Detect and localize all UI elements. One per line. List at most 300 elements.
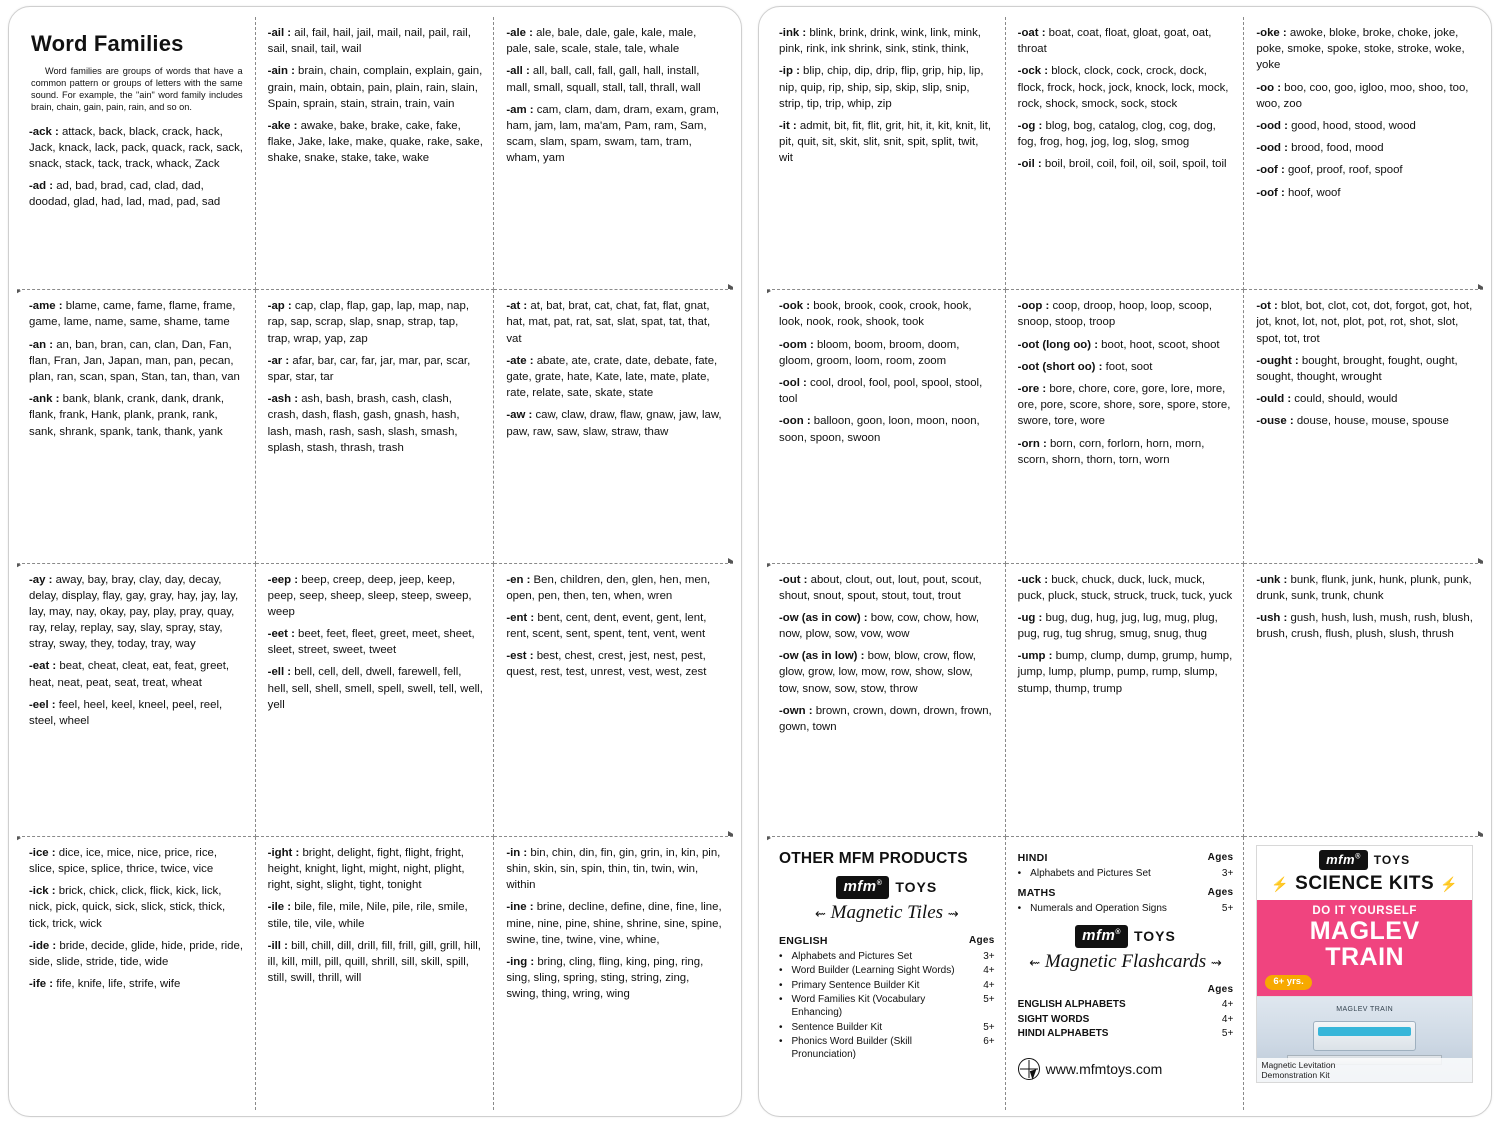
family-entry — [29, 572, 245, 653]
family-entry — [1018, 436, 1234, 468]
cell-en-ent-est — [494, 564, 733, 837]
family-entry — [1256, 25, 1473, 74]
page-title: Word Families — [31, 31, 184, 56]
globe-icon — [1018, 1058, 1040, 1080]
family-words: book, brook, cook, crook, hook, look, nook, rook, shook, took — [779, 300, 972, 329]
family-words: ad, bad, brad, cad, clad, dad, doodad, glad, had, lad, mad, pad, sad — [29, 180, 221, 209]
family-entry — [268, 391, 484, 456]
family-key: -ip : — [779, 65, 800, 78]
photo-caption — [1257, 1058, 1472, 1083]
family-entry — [1256, 391, 1473, 407]
family-entry — [29, 938, 245, 970]
list-item — [779, 979, 995, 992]
cell-ice-ick-ide-ife — [17, 837, 256, 1110]
family-entry — [268, 353, 484, 385]
family-words: afar, bar, car, far, jar, mar, par, scar, spar, star, tar — [267, 354, 471, 383]
family-words: ash, bash, brash, cash, clash, crash, dash, flash, gash, gnash, hash, lash, mash, rash, sash, slash, smash, splash, stash, thrash, trash — [267, 393, 460, 454]
family-words: could, should, would — [1294, 393, 1398, 406]
family-key: -ought : — [1256, 354, 1299, 367]
product-line-2: TRAIN — [1325, 942, 1405, 971]
family-entry — [268, 899, 484, 931]
family-entry — [29, 845, 245, 877]
cell-in-ine-ing — [494, 837, 733, 1110]
maths-section-header — [1018, 886, 1234, 900]
family-key: -ice : — [29, 846, 56, 859]
family-entry — [506, 648, 723, 680]
family-words: born, corn, forlorn, horn, morn, scorn, shorn, thorn, torn, worn — [1017, 437, 1205, 466]
fold-arrow-icon — [17, 564, 21, 569]
family-key: -ame : — [29, 300, 63, 313]
family-entry — [506, 954, 723, 1003]
family-key: -oot (long oo) : — [1017, 338, 1098, 351]
family-key: -ick : — [29, 885, 56, 898]
cell-ot-ought-ould-ouse — [1244, 290, 1483, 563]
family-entry — [1018, 572, 1234, 604]
family-key: -own : — [779, 704, 813, 717]
maglev-product-photo — [1257, 996, 1472, 1082]
registered-mark: ® — [1355, 853, 1361, 861]
family-words: boot, hoot, scoot, shoot — [1101, 338, 1220, 351]
family-words: abate, ate, crate, date, debate, fate, gate, grate, hate, Kate, late, mate, plate, rate, relate, sate, skate, state — [506, 354, 718, 400]
family-words: boo, coo, goo, igloo, moo, shoo, too, woo, zoo — [1256, 81, 1469, 110]
bullet-icon: • — [779, 1036, 783, 1048]
fold-arrow-icon — [767, 837, 771, 842]
family-key: -ay : — [29, 573, 53, 586]
cell-ight-ile-ill — [256, 837, 495, 1110]
fold-arrow-icon — [767, 290, 771, 295]
family-words: bank, blank, crank, dank, drank, flank, frank, Hank, plank, prank, rank, sank, shrank, spank, tank, thank, yank — [29, 393, 225, 438]
family-words: admit, bit, fit, flit, grit, hit, it, kit, knit, lit, pit, quit, sit, skit, slit, snit, spit, split, twit, wit — [779, 119, 992, 165]
promo-flashcards — [1006, 837, 1245, 1110]
family-key: -ife : — [29, 978, 54, 991]
product-age: 5+ — [1221, 1028, 1234, 1040]
family-entry — [506, 353, 723, 402]
family-words: bile, file, mile, Nile, pile, rile, smile, stile, tile, vile, while — [267, 901, 468, 930]
product-age: 5+ — [983, 1021, 995, 1033]
family-words: boat, coat, float, gloat, goat, oat, throat — [1017, 27, 1212, 56]
ages-label: Ages — [1207, 886, 1234, 898]
family-key: -oke : — [1256, 27, 1287, 39]
cell-eep-eet-ell — [256, 564, 495, 837]
family-entry — [779, 648, 995, 697]
family-words: ale, bale, dale, gale, kale, male, pale, sale, scale, stale, tale, whale — [506, 27, 697, 56]
list-item — [779, 1021, 995, 1034]
family-words: beet, feet, fleet, greet, meet, sheet, sleet, street, sweet, tweet — [267, 628, 475, 657]
family-words: fife, knife, life, strife, wife — [56, 978, 181, 991]
family-key: -ug : — [1017, 611, 1043, 624]
ages-label: Ages — [1207, 851, 1234, 863]
promo-heading: OTHER MFM PRODUCTS — [779, 849, 968, 867]
family-key: -ell : — [267, 666, 292, 679]
family-entry — [779, 413, 995, 445]
hindi-section-header — [1018, 851, 1234, 865]
list-item — [779, 950, 995, 963]
family-entry — [29, 976, 245, 992]
family-words: blame, came, fame, flame, frame, game, lame, name, same, shame, tame — [29, 300, 236, 329]
age-row — [1259, 970, 1470, 990]
family-words: beep, creep, deep, jeep, keep, peep, seep, sheep, sleep, steep, sweep, weep — [267, 573, 472, 618]
family-entry — [268, 572, 484, 621]
family-key: -ack : — [29, 125, 59, 138]
magnetic-tiles-script — [779, 900, 995, 926]
ages-label: Ages — [969, 934, 995, 946]
family-words: bell, cell, dell, dwell, farewell, fell, hell, sell, shell, smell, spell, swell, tell, well, yell — [267, 666, 483, 711]
family-key: -en : — [506, 573, 531, 586]
family-entry — [779, 337, 995, 369]
science-kits-label: SCIENCE KITS — [1295, 873, 1435, 895]
family-key: -eet : — [267, 628, 295, 641]
family-entry — [779, 610, 995, 642]
family-entry — [506, 845, 723, 894]
family-words: Ben, children, den, glen, hen, men, open, pen, then, ten, when, wren — [506, 573, 711, 602]
family-key: -ood : — [1256, 142, 1288, 155]
science-kits-title — [1257, 871, 1472, 897]
family-entry — [268, 938, 484, 987]
family-key: -ool : — [779, 377, 807, 389]
product-age: 5+ — [1221, 903, 1234, 915]
mfm-logo — [1018, 925, 1234, 948]
intro-paragraph: Word families are groups of words that have a common pattern or groups of letters with the same sound. For example, the "ain" word family includes brain, chain, gain, pain, rain, and so on. — [31, 66, 243, 113]
family-key: -ot : — [1256, 300, 1278, 313]
family-words: bloom, boom, broom, doom, gloom, groom, loom, room, zoom — [779, 338, 960, 367]
registered-mark: ® — [1115, 929, 1121, 937]
family-entry — [268, 63, 484, 112]
family-key: -out : — [779, 573, 808, 586]
list-item — [1018, 1027, 1234, 1040]
family-words: block, clock, cock, crock, dock, flock, frock, hock, jock, knock, lock, mock, rock, shock, smock, sock, stock — [1017, 65, 1229, 110]
family-key: -ight : — [267, 846, 300, 859]
english-product-list — [779, 950, 995, 1062]
family-entry — [506, 63, 723, 95]
card1-grid — [9, 7, 741, 1116]
mfm-badge — [1319, 850, 1368, 871]
fold-arrow-icon — [17, 837, 21, 842]
maths-product-list — [1018, 902, 1234, 915]
family-key: -ank : — [29, 393, 60, 406]
cell-ame-an-ank — [17, 290, 256, 563]
cell-unk-ush — [1244, 564, 1483, 837]
family-words: at, bat, brat, cat, chat, fat, flat, gnat, hat, mat, pat, rat, sat, slat, spat, tat, that, vat — [506, 300, 711, 345]
cell-ook-oom-ool-oon — [767, 290, 1006, 563]
cell-oke-oo-ood-oof — [1244, 17, 1483, 290]
family-words: gush, hush, lush, mush, rush, blush, brush, crush, flush, plush, slush, thrush — [1256, 611, 1473, 641]
family-key: -ent : — [506, 611, 535, 624]
lightning-icon: ⚡ — [1439, 876, 1458, 893]
family-entry — [506, 899, 723, 948]
family-words: bug, dug, hug, jug, lug, mug, plug, pug, rug, tug shrug, smug, snug, thug — [1017, 611, 1218, 641]
cell-oat-ock-og-oil — [1006, 17, 1245, 290]
product-name: Alphabets and Pictures Set — [1030, 867, 1151, 879]
family-key: -it : — [779, 119, 797, 132]
magnetic-tiles-label: Magnetic Tiles — [830, 901, 944, 923]
product-line-1: MAGLEV — [1309, 917, 1420, 946]
family-entry — [1256, 185, 1473, 201]
family-key: -ore : — [1017, 383, 1047, 395]
swoosh-right-icon: ⇝ — [947, 905, 959, 921]
family-words: bow, cow, chow, how, now, plow, sow, vow, wow — [779, 611, 980, 641]
product-name: ENGLISH ALPHABETS — [1017, 999, 1126, 1011]
family-key: -aw : — [506, 409, 533, 422]
family-entry — [1018, 118, 1234, 150]
family-words: dice, ice, mice, nice, price, rice, slice, spice, splice, thrice, twice, vice — [29, 846, 218, 875]
family-words: blog, bog, catalog, clog, cog, dog, fog, frog, hog, jog, log, slog, smog — [1017, 119, 1216, 149]
family-entry — [1018, 298, 1234, 330]
family-words: good, hood, stood, wood — [1291, 119, 1416, 132]
family-words: cam, clam, dam, dram, exam, gram, ham, jam, lam, ma'am, Pam, ram, Sam, scam, slam, spam, swam, tam, tram, wham, yam — [506, 103, 720, 165]
family-entry — [779, 298, 995, 330]
family-entry — [29, 697, 245, 729]
family-entry — [1018, 610, 1234, 642]
product-name: Word Builder (Learning Sight Words) — [791, 965, 955, 977]
family-words: bent, cent, dent, event, gent, lent, rent, scent, sent, spent, tent, vent, went — [506, 611, 707, 641]
family-entry — [506, 407, 723, 439]
bullet-icon: • — [1017, 867, 1022, 879]
bullet-icon: • — [779, 965, 783, 977]
cursor-icon — [1029, 1070, 1038, 1081]
family-entry — [506, 25, 723, 57]
family-words: caw, claw, draw, flaw, gnaw, jaw, law, paw, raw, saw, slaw, straw, thaw — [506, 409, 722, 438]
website-link[interactable] — [1018, 1058, 1234, 1080]
cell-ap-ar-ash — [256, 290, 495, 563]
family-key: -ush : — [1256, 611, 1288, 624]
family-entry — [268, 298, 484, 347]
list-item — [1018, 1013, 1234, 1026]
family-entry — [506, 102, 723, 167]
family-key: -oof : — [1256, 164, 1285, 177]
product-name: Primary Sentence Builder Kit — [791, 979, 920, 991]
mfm-toys-word: TOYS — [895, 878, 938, 895]
family-key: -ow (as in cow) : — [779, 611, 868, 624]
family-entry — [1256, 80, 1473, 112]
bullet-icon: • — [779, 994, 783, 1006]
cell-title-ack-ad — [17, 17, 256, 290]
family-entry — [29, 124, 245, 173]
mfm-badge-text: mfm — [1082, 927, 1116, 945]
family-key: -am : — [506, 103, 534, 116]
family-entry — [268, 118, 484, 167]
hindi-label: HINDI — [1017, 851, 1048, 864]
english-label: ENGLISH — [779, 934, 828, 947]
family-words: best, chest, crest, jest, nest, pest, quest, rest, test, unrest, vest, west, zest — [506, 650, 707, 679]
caption-line-1: Magnetic Levitation — [1261, 1059, 1336, 1070]
product-age: 3+ — [983, 950, 995, 962]
train-model — [1313, 1021, 1416, 1051]
product-name: Sentence Builder Kit — [791, 1021, 883, 1033]
maths-label: MATHS — [1017, 886, 1056, 899]
family-key: -og : — [1017, 119, 1043, 132]
family-words: awake, bake, brake, cake, fake, flake, Jake, lake, make, quake, rake, sake, shake, snake, stake, take, wake — [267, 119, 483, 165]
family-words: feel, heel, keel, kneel, peel, reel, steel, wheel — [29, 698, 223, 727]
english-section-header — [779, 934, 995, 948]
cell-ay-eat-eel — [17, 564, 256, 837]
cell-out-ow-own — [767, 564, 1006, 837]
cell-oop-oot-ore-orn — [1006, 290, 1245, 563]
mfm-badge-text: mfm — [1326, 851, 1356, 867]
family-key: -eel : — [29, 698, 56, 711]
family-words: about, clout, out, lout, pout, scout, shout, snout, spout, stout, tout, trout — [779, 573, 982, 602]
caption-line-2: Demonstration Kit — [1261, 1069, 1330, 1080]
family-words: brain, chain, complain, explain, gain, grain, main, obtain, pain, plain, rain, slain, Spain, sprain, stain, strain, train, vain — [267, 65, 483, 110]
family-key: -ar : — [267, 354, 290, 367]
product-age: 5+ — [983, 994, 995, 1006]
family-entry — [268, 626, 484, 658]
list-item — [779, 964, 995, 977]
hindi-product-list — [1018, 867, 1234, 880]
bullet-icon: • — [779, 1021, 783, 1033]
family-words: bright, delight, fight, flight, fright, height, knight, light, might, night, plight, right, sight, slight, tight, tonight — [267, 846, 465, 892]
family-words: hoof, woof — [1287, 186, 1341, 199]
mfm-badge — [1075, 925, 1128, 948]
bullet-icon: • — [779, 950, 783, 962]
family-words: cap, clap, flap, gap, lap, map, nap, rap, sap, scrap, slap, snap, strap, tap, trap, wrap, yap, zap — [267, 300, 470, 345]
mfm-toys-word: TOYS — [1133, 928, 1176, 945]
family-words: away, bay, bray, clay, day, decay, delay, display, flay, gay, gray, hay, jay, lay, lay, may, nay, okay, pay, play, pray, quay, ray, relay, replay, say, slay, spray, stay, stray, sway, they, today, tray, way — [29, 573, 239, 651]
family-words: bump, clump, dump, grump, hump, jump, lump, plump, pump, rump, slump, stump, thump, trump — [1017, 650, 1233, 695]
product-name: Phonics Word Builder (Skill Pronunciation) — [791, 1036, 912, 1061]
family-words: awoke, bloke, broke, choke, joke, poke, smoke, spoke, stoke, stroke, woke, yoke — [1256, 27, 1465, 72]
swoosh-left-icon: ⇜ — [814, 905, 826, 921]
family-words: bought, brought, fought, ought, sought, thought, wrought — [1256, 354, 1458, 383]
family-entry — [268, 664, 484, 713]
mfm-logo — [779, 876, 995, 899]
family-entry — [29, 178, 245, 210]
family-words: attack, back, black, crack, hack, Jack, knack, lack, pack, quack, rack, sack, snack, stack, tack, track, whack, Zack — [29, 125, 243, 170]
science-kit-ad — [1256, 845, 1473, 1084]
list-item — [1018, 867, 1234, 880]
family-key: -oof : — [1256, 186, 1285, 199]
word-families-card-front — [8, 6, 742, 1117]
family-entry — [1256, 298, 1473, 347]
family-words: blink, brink, drink, wink, link, mink, pink, rink, ink shrink, sink, stink, think, — [779, 27, 981, 56]
family-key: -ale : — [506, 27, 533, 39]
family-entry — [29, 337, 245, 386]
swoosh-left-icon: ⇜ — [1029, 955, 1041, 971]
family-entry — [1256, 413, 1473, 429]
list-item — [1018, 998, 1234, 1011]
product-name: Word Families Kit (Vocabulary Enhancing) — [791, 994, 926, 1019]
family-words: bunk, flunk, junk, hunk, plunk, punk, drunk, sunk, trunk, chunk — [1256, 573, 1472, 602]
family-key: -ile : — [267, 901, 292, 914]
family-key: -ood : — [1256, 119, 1288, 132]
family-words: cool, drool, fool, pool, spool, stool, tool — [779, 377, 983, 406]
family-key: -in : — [506, 846, 528, 859]
family-words: bow, blow, crow, flow, glow, grow, low, mow, row, show, slow, tow, snow, sow, stow, throw — [779, 650, 976, 695]
family-entry — [779, 375, 995, 407]
family-key: -ock : — [1017, 65, 1049, 78]
mfm-badge-text: mfm — [843, 877, 877, 895]
product-age: 4+ — [983, 979, 995, 991]
family-key: -ing : — [506, 955, 535, 968]
maglev-banner — [1257, 900, 1472, 996]
family-key: -ide : — [29, 939, 57, 952]
family-key: -ouse : — [1256, 415, 1294, 428]
family-entry — [779, 572, 995, 604]
family-words: bring, cling, fling, king, ping, ring, sing, sling, spring, sting, string, zing, swing, thing, wring, wing — [506, 955, 704, 1001]
family-key: -ail : — [267, 27, 292, 39]
family-key: -oo : — [1256, 81, 1281, 94]
family-key: -orn : — [1017, 437, 1047, 450]
science-logo-row — [1257, 846, 1472, 871]
product-age: 4+ — [1221, 999, 1234, 1011]
family-words: brown, crown, down, drown, frown, gown, town — [779, 704, 992, 733]
family-key: -ap : — [267, 300, 292, 313]
list-item — [779, 1035, 995, 1061]
family-entry — [29, 298, 245, 330]
family-words: bride, decide, glide, hide, pride, ride, side, slide, stride, tide, wide — [29, 939, 244, 968]
family-entry — [1256, 118, 1473, 134]
family-entry — [1256, 572, 1473, 604]
family-words: ail, fail, hail, jail, mail, nail, pail, rail, sail, snail, tail, wail — [267, 27, 471, 56]
family-key: -oop : — [1017, 300, 1050, 313]
word-families-card-back — [758, 6, 1492, 1117]
family-entry — [779, 118, 995, 167]
family-key: -ate : — [506, 354, 534, 367]
list-item — [779, 993, 995, 1019]
family-words: bin, chin, din, fin, gin, grin, in, kin, pin, shin, skin, sin, spin, thin, tin, twin, win, within — [506, 846, 721, 892]
family-words: foot, soot — [1105, 360, 1153, 373]
family-entry — [506, 572, 723, 604]
family-entry — [1018, 156, 1234, 172]
magnetic-flashcards-script — [1018, 949, 1234, 975]
family-words: boil, broil, coil, foil, oil, soil, spoil, toil — [1044, 158, 1227, 171]
family-words: bill, chill, dill, drill, fill, frill, gill, grill, hill, ill, kill, mill, pill, quill, shrill, sill, skill, spill, still, swill, thrill, will — [267, 939, 481, 985]
list-item — [1018, 902, 1234, 915]
fold-arrow-icon — [767, 564, 771, 569]
family-entry — [1256, 610, 1473, 642]
family-key: -ake : — [267, 119, 298, 132]
family-key: -unk : — [1256, 573, 1288, 586]
family-key: -ook : — [779, 300, 811, 313]
family-words: douse, house, mouse, spouse — [1296, 415, 1449, 428]
family-key: -oon : — [779, 415, 811, 428]
product-age: 6+ — [983, 1036, 995, 1048]
cell-ink-ip-it — [767, 17, 1006, 290]
family-key: -ad : — [29, 180, 54, 193]
cell-ale-all-am — [494, 17, 733, 290]
product-name: SIGHT WORDS — [1017, 1013, 1090, 1025]
family-words: blot, bot, clot, cot, dot, forgot, got, hot, jot, knot, lot, not, plot, pot, rot, shot, slot, spot, tot, trot — [1256, 300, 1473, 345]
registered-mark: ® — [876, 879, 883, 887]
family-entry — [268, 25, 484, 57]
website-url[interactable]: www.mfmtoys.com — [1045, 1061, 1163, 1078]
family-key: -ash : — [267, 393, 299, 406]
mfm-toys-word: TOYS — [1373, 852, 1411, 867]
family-key: -ould : — [1256, 393, 1292, 406]
fold-arrow-icon — [17, 290, 21, 295]
ages-label: Ages — [1207, 983, 1234, 995]
family-entry — [1018, 25, 1234, 57]
family-key: -ine : — [506, 901, 534, 914]
family-entry — [1256, 162, 1473, 178]
family-key: -oil : — [1017, 158, 1042, 171]
flashcard-product-list — [1018, 998, 1234, 1040]
family-words: buck, chuck, duck, luck, muck, puck, pluck, stuck, struck, truck, tuck, yuck — [1017, 573, 1233, 602]
family-words: coop, droop, hoop, loop, scoop, snoop, stoop, troop — [1017, 300, 1213, 329]
family-entry — [1018, 648, 1234, 697]
family-key: -uck : — [1017, 573, 1049, 586]
family-words: brick, chick, click, flick, kick, lick, nick, pick, quick, sick, slick, stick, thick, tick, trick, wick — [29, 885, 226, 930]
age-badge: 6+ yrs. — [1265, 975, 1311, 990]
family-key: -oom : — [779, 338, 814, 351]
family-words: blip, chip, dip, drip, flip, grip, hip, lip, nip, quip, rip, ship, sip, skip, slip, snip, strip, tip, trip, whip, zip — [779, 65, 984, 110]
family-key: -est : — [506, 650, 534, 663]
family-entry — [29, 391, 245, 440]
family-entry — [506, 298, 723, 347]
bullet-icon: • — [779, 979, 783, 991]
product-age: 3+ — [1221, 867, 1234, 879]
family-entry — [1018, 381, 1234, 430]
family-key: -ump : — [1017, 650, 1053, 663]
